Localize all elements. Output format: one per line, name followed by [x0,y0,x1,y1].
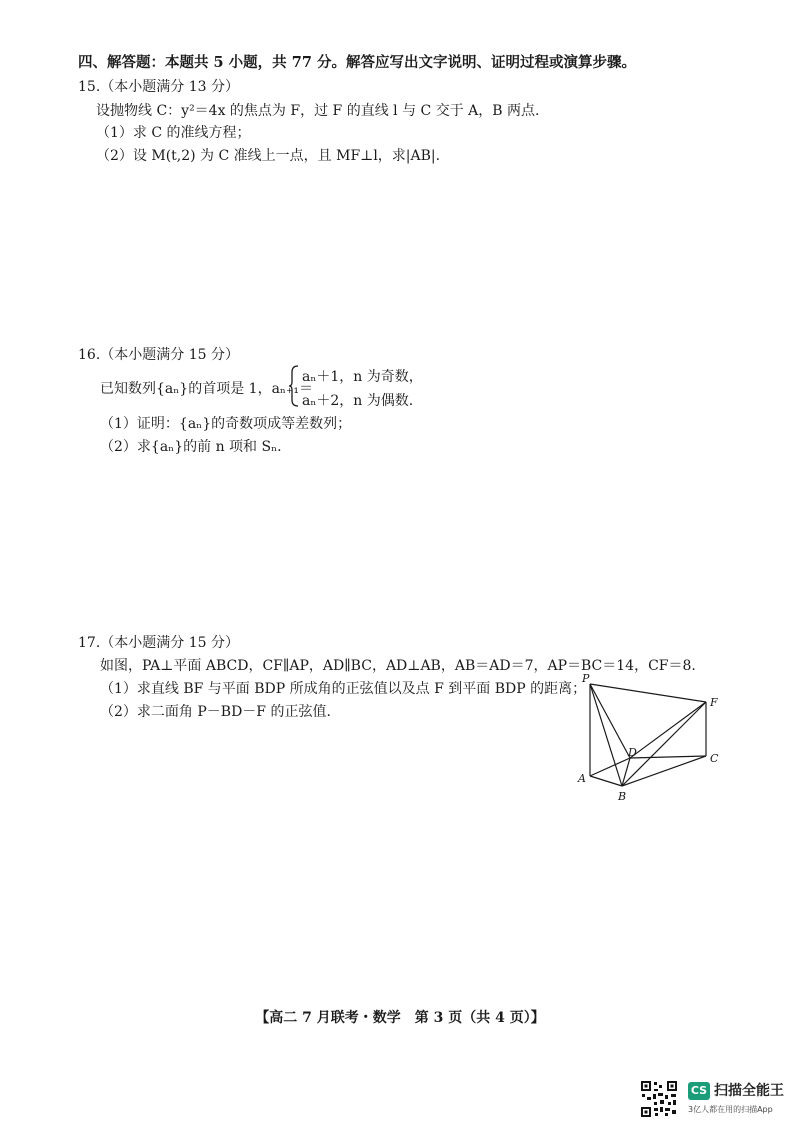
q15-heading: 15.（本小题满分 13 分） [78,79,239,95]
qr-code-icon [640,1080,678,1118]
edge-AD [590,758,630,776]
camscanner-logo-icon: CS [688,1082,710,1100]
label-C: C [710,752,719,765]
q17-figure [572,672,732,808]
label-P: P [582,672,590,685]
edge-DC [630,756,706,758]
edge-BF [622,702,706,786]
q16-part2: （2）求{aₙ}的前 n 项和 Sₙ. [100,439,282,455]
q16-heading: 16.（本小题满分 15 分） [78,347,239,363]
q16-stem: 已知数列{aₙ}的首项是 1，aₙ₊₁＝ [100,381,313,397]
q16-case1: aₙ＋1，n 为奇数， [302,369,423,385]
q15-part1: （1）求 C 的准线方程； [96,125,251,141]
q16-part1: （1）证明：{aₙ}的奇数项成等差数列； [100,416,352,432]
q17-stem: 如图，PA⊥平面 ABCD，CF∥AP，AD∥BC，AD⊥AB，AB＝AD＝7，AP＝BC＝14，CF＝8. [100,658,696,674]
q17-part1: （1）求直线 BF 与平面 BDP 所成角的正弦值以及点 F 到平面 BDP 的距离； [100,681,587,697]
section-title: 四、解答题：本题共 5 小题，共 77 分。解答应写出文字说明、证明过程或演算步骤。 [78,54,636,71]
q15-stem: 设抛物线 C：y²＝4x 的焦点为 F，过 F 的直线 l 与 C 交于 A，B 两点. [96,103,540,119]
page-footer: 【高二 7 月联考・数学 第 3 页（共 4 页）】 [255,1010,545,1026]
edge-PF [590,684,706,702]
label-F: F [710,696,718,709]
edge-DF [630,702,706,758]
label-D: D [628,746,637,759]
edge-AB [590,776,622,786]
q15-part2: （2）设 M(t,2) 为 C 准线上一点，且 MF⊥l，求|AB|. [96,148,441,164]
watermark-tagline: 3亿人都在用的扫描App [688,1105,773,1114]
q17-part2: （2）求二面角 P－BD－F 的正弦值. [100,704,331,720]
q16-brace [288,364,300,408]
q16-case2: aₙ＋2，n 为偶数. [302,393,414,409]
q17-heading: 17.（本小题满分 15 分） [78,635,239,651]
edge-BC [622,756,706,786]
label-A: A [578,772,586,785]
label-B: B [618,790,627,803]
watermark-app-name: 扫描全能王 [714,1083,784,1099]
